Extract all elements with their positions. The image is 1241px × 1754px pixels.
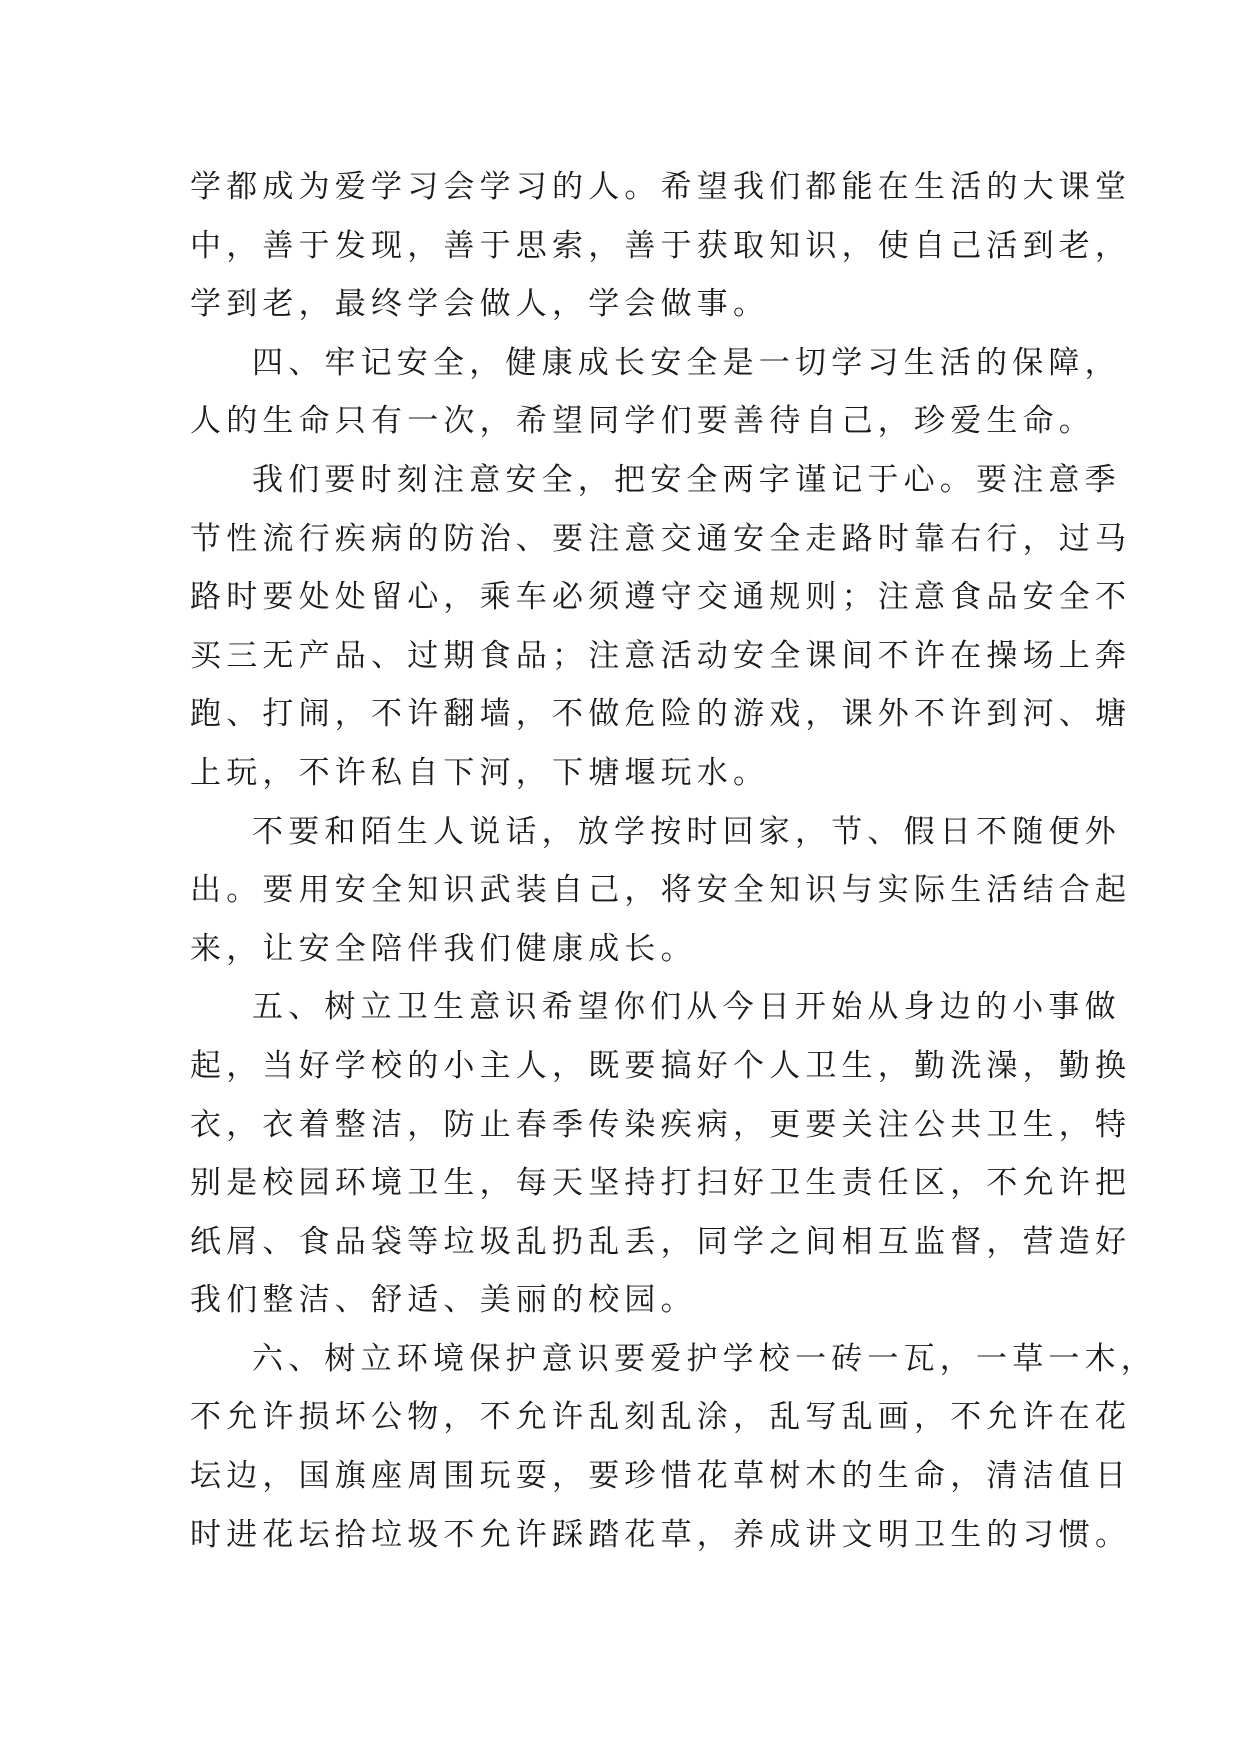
text-line: 不允许损坏公物，不允许乱刻乱涂，乱写乱画，不允许在花 xyxy=(190,1399,1132,1436)
text-line: 跑、打闹，不许翻墙，不做危险的游戏，课外不许到河、塘 xyxy=(190,696,1132,733)
text-line: 五、树立卫生意识希望你们从今日开始从身边的小事做 xyxy=(252,989,1121,1026)
text-line: 学到老，最终学会做人，学会做事。 xyxy=(190,286,770,323)
text-line: 衣，衣着整洁，防止春季传染疾病，更要关注公共卫生，特 xyxy=(190,1106,1132,1143)
body-text xyxy=(190,158,1157,1564)
text-line: 起，当好学校的小主人，既要搞好个人卫生，勤洗澡，勤换 xyxy=(190,1047,1132,1084)
text-line: 路时要处处留心，乘车必须遵守交通规则；注意食品安全不 xyxy=(190,579,1132,616)
text-line: 我们整洁、舒适、美丽的校园。 xyxy=(190,1282,697,1319)
text-line: 出。要用安全知识武装自己，将安全知识与实际生活结合起 xyxy=(190,872,1132,909)
text-line: 人的生命只有一次，希望同学们要善待自己，珍爱生命。 xyxy=(190,403,1095,440)
text-line: 时进花坛拾垃圾不允许踩踏花草，养成讲文明卫生的习惯。 xyxy=(190,1516,1132,1553)
text-line: 来，让安全陪伴我们健康成长。 xyxy=(190,930,697,967)
text-line: 买三无产品、过期食品；注意活动安全课间不许在操场上奔 xyxy=(190,637,1132,674)
text-line: 别是校园环境卫生，每天坚持打扫好卫生责任区，不允许把 xyxy=(190,1165,1132,1202)
text-line: 四、牢记安全，健康成长安全是一切学习生活的保障， xyxy=(252,344,1121,381)
text-line: 学都成为爱学习会学习的人。希望我们都能在生活的大课堂 xyxy=(190,169,1132,205)
text-line: 纸屑、食品袋等垃圾乱扔乱丢，同学之间相互监督，营造好 xyxy=(190,1223,1132,1260)
text-line: 中，善于发现，善于思索，善于获取知识，使自己活到老， xyxy=(190,227,1132,264)
text-line: 上玩，不许私自下河，下塘堰玩水。 xyxy=(190,754,770,791)
text-line: 节性流行疾病的防治、要注意交通安全走路时靠右行，过马 xyxy=(190,520,1132,557)
text-line: 不要和陌生人说话，放学按时回家，节、假日不随便外 xyxy=(252,813,1121,850)
text-line: 六、树立环境保护意识要爱护学校一砖一瓦，一草一木， xyxy=(252,1340,1157,1377)
text-line: 坛边，国旗座周围玩耍，要珍惜花草树木的生命，清洁值日 xyxy=(190,1458,1132,1495)
text-line: 我们要时刻注意安全，把安全两字谨记于心。要注意季 xyxy=(252,461,1121,498)
